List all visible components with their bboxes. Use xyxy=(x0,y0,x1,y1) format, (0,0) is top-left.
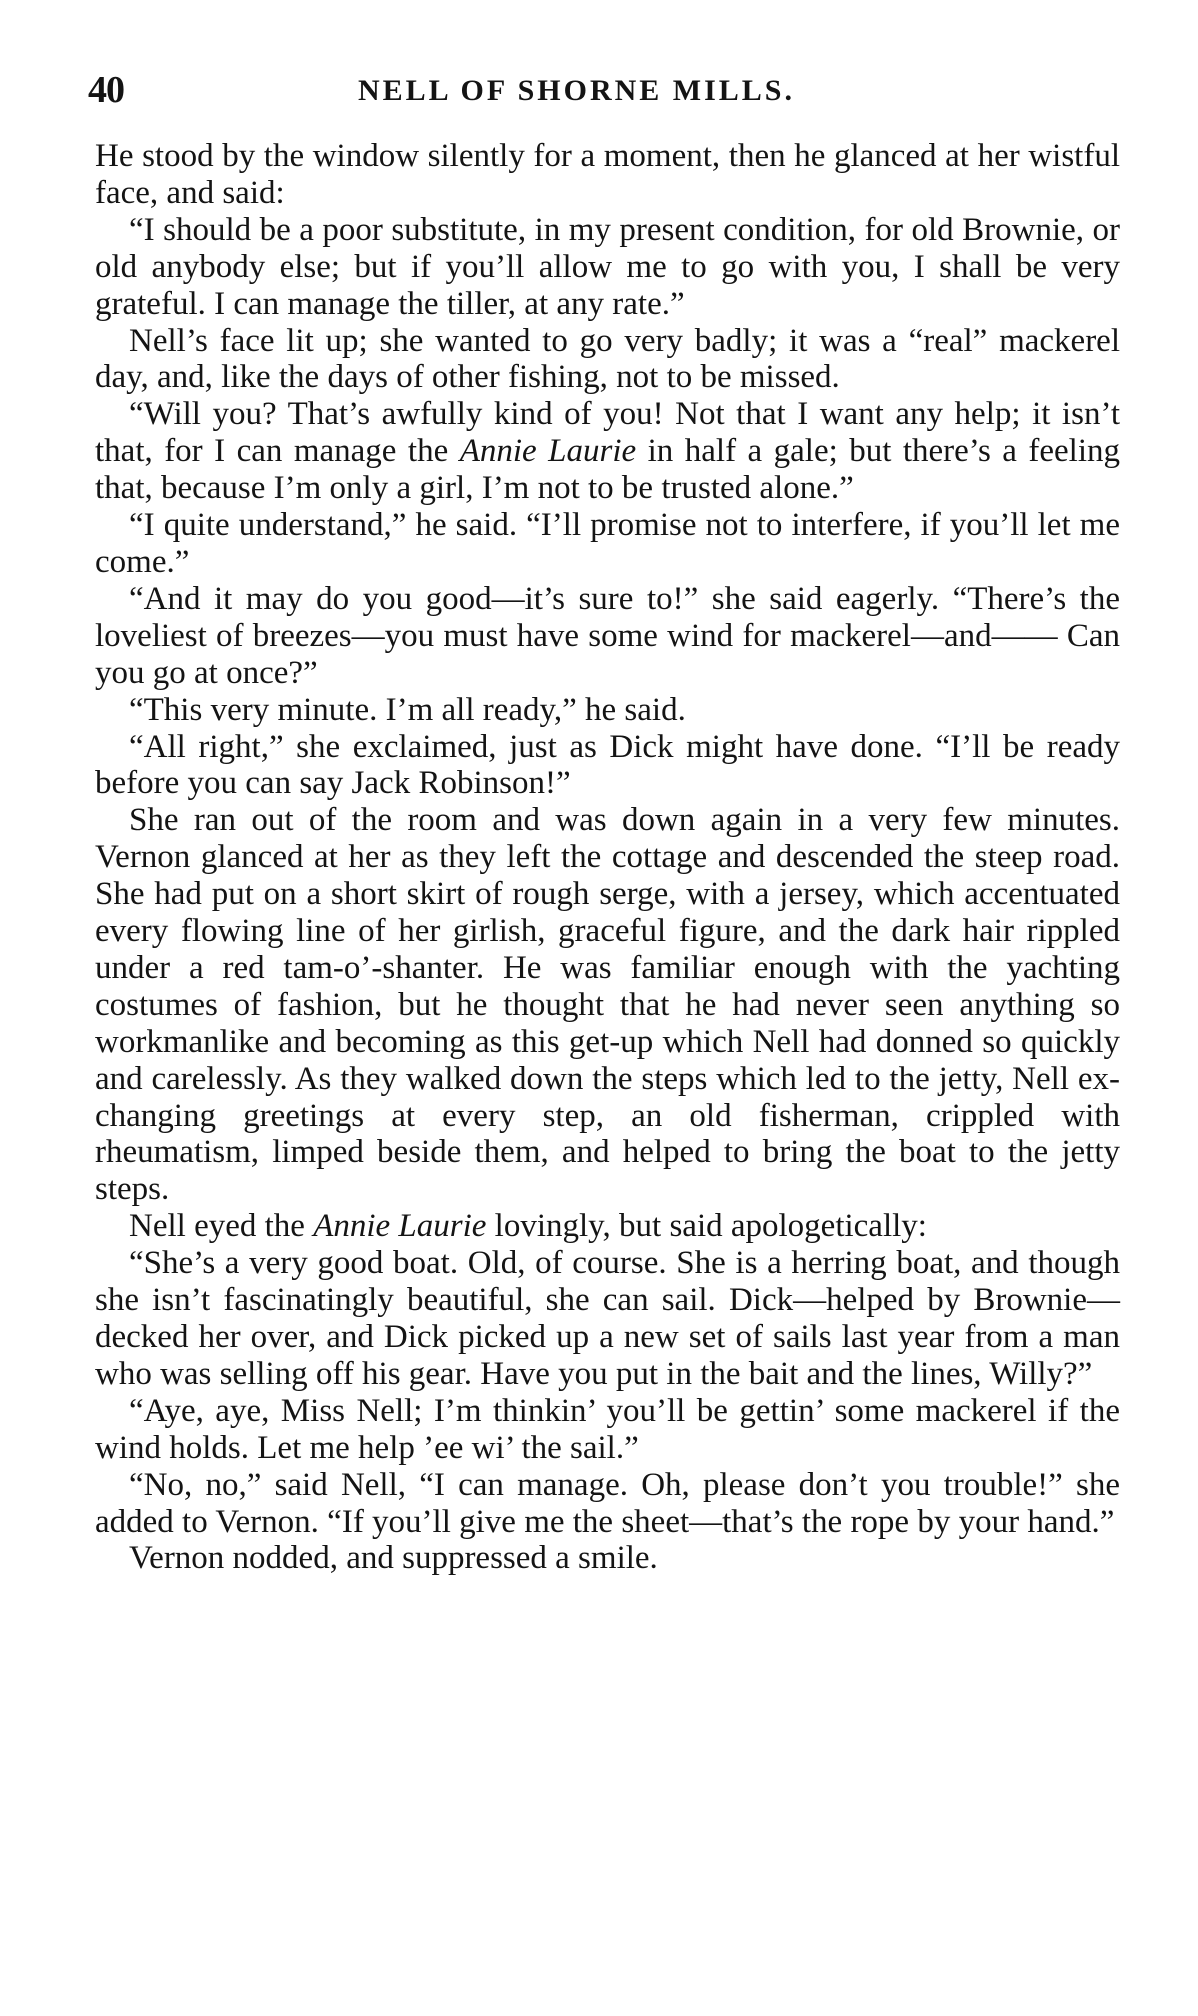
text-run: Vernon nodded, and suppressed a smile. xyxy=(129,1540,658,1577)
body-text xyxy=(95,138,1120,1577)
text-run: “This very minute. I’m all ready,” he said. xyxy=(129,691,686,728)
boat-name: Annie Laurie xyxy=(313,1208,487,1245)
text-run: Nell’s face lit up; she wanted to go very badly; it was a “real” mackerel day, and, like the days of other fishing, not to be missed. xyxy=(95,322,1120,396)
text-run: He stood by the window silently for a moment, then he glanced at her wistful face, and said: xyxy=(95,138,1120,211)
text-run: in half a gale; but there’s a feeling that, because I’m only a girl, I’m not to be trusted alone.” xyxy=(95,433,1121,507)
paragraph xyxy=(95,323,1120,397)
text-run: “No, no,” said Nell, “I can manage. Oh, please don’t you trouble!” she added to Vernon. “If you’ll give me the sheet—that’s the rope by your hand.” xyxy=(95,1466,1120,1540)
running-title: NELL OF SHORNE MILLS. xyxy=(358,74,795,107)
paragraph xyxy=(95,802,1120,1208)
paragraph xyxy=(95,212,1120,323)
paragraph xyxy=(95,507,1120,581)
paragraph xyxy=(95,581,1120,692)
paragraph xyxy=(95,1208,1120,1245)
text-run: “I should be a poor substitute, in my present condition, for old Brownie, or old anybody else; but if you’ll allow me to go with you, I shall be very grateful. I can manage the tiller, at any rate.” xyxy=(95,211,1120,322)
paragraph xyxy=(95,1393,1120,1467)
paragraph xyxy=(95,1467,1120,1541)
paragraph xyxy=(95,1540,1120,1577)
paragraph xyxy=(95,692,1120,729)
text-run: She ran out of the room and was down again in a very few minutes. Vernon glanced at her as they left the cottage and descended the steep road. She had put on a short skirt of rough serge, with a jersey, which accentuated every flowing line of her girlish, graceful figure, and the dark hair rippled under a red tam-o’-shanter. He was familiar enough with the yachting costumes of fashion, but he thought that he had never seen anything so workmanlike and becoming as this get-up which Nell had donned so quickly and carelessly. As they walked down the steps which led to the jetty, Nell exchanging greetings at every step, an old fisherman, crippled with rheumatism, limped beside them, and helped to bring the boat to the jetty steps. xyxy=(95,802,1120,1208)
text-run: “And it may do you good—it’s sure to!” she said eagerly. “There’s the loveliest of breezes—you must have some wind for mackerel—and—— Can you go at once?” xyxy=(95,580,1120,691)
page-number: 40 xyxy=(88,69,124,111)
text-run: “Will you? That’s awfully kind of you! Not that I want any help; it isn’t that, for I can manage the xyxy=(95,396,1120,470)
text-run: Nell eyed the xyxy=(129,1208,314,1245)
text-run: “All right,” she exclaimed, just as Dick might have done. “I’ll be ready before you can say Jack Robinson!” xyxy=(95,728,1120,802)
paragraph xyxy=(95,1245,1120,1393)
text-run: lovingly, but said apologetically: xyxy=(486,1208,927,1245)
text-run: “She’s a very good boat. Old, of course. She is a herring boat, and though she isn’t fascinatingly beautiful, she can sail. Dick—helped by Brownie—decked her over, and Dick picked up a new set of sails last year from a man who was selling off his gear. Have you put in the bait and the lines, Willy?” xyxy=(95,1245,1120,1392)
paragraph xyxy=(95,396,1120,507)
paragraph xyxy=(95,138,1120,212)
page-header xyxy=(88,64,1128,120)
text-run: “Aye, aye, Miss Nell; I’m thinkin’ you’ll be gettin’ some mackerel if the wind holds. Let me help ’ee wi’ the sail.” xyxy=(95,1392,1120,1466)
paragraph xyxy=(95,729,1120,803)
boat-name: Annie Laurie xyxy=(459,433,637,470)
text-run: “I quite understand,” he said. “I’ll promise not to interfere, if you’ll let me come.” xyxy=(95,507,1120,580)
